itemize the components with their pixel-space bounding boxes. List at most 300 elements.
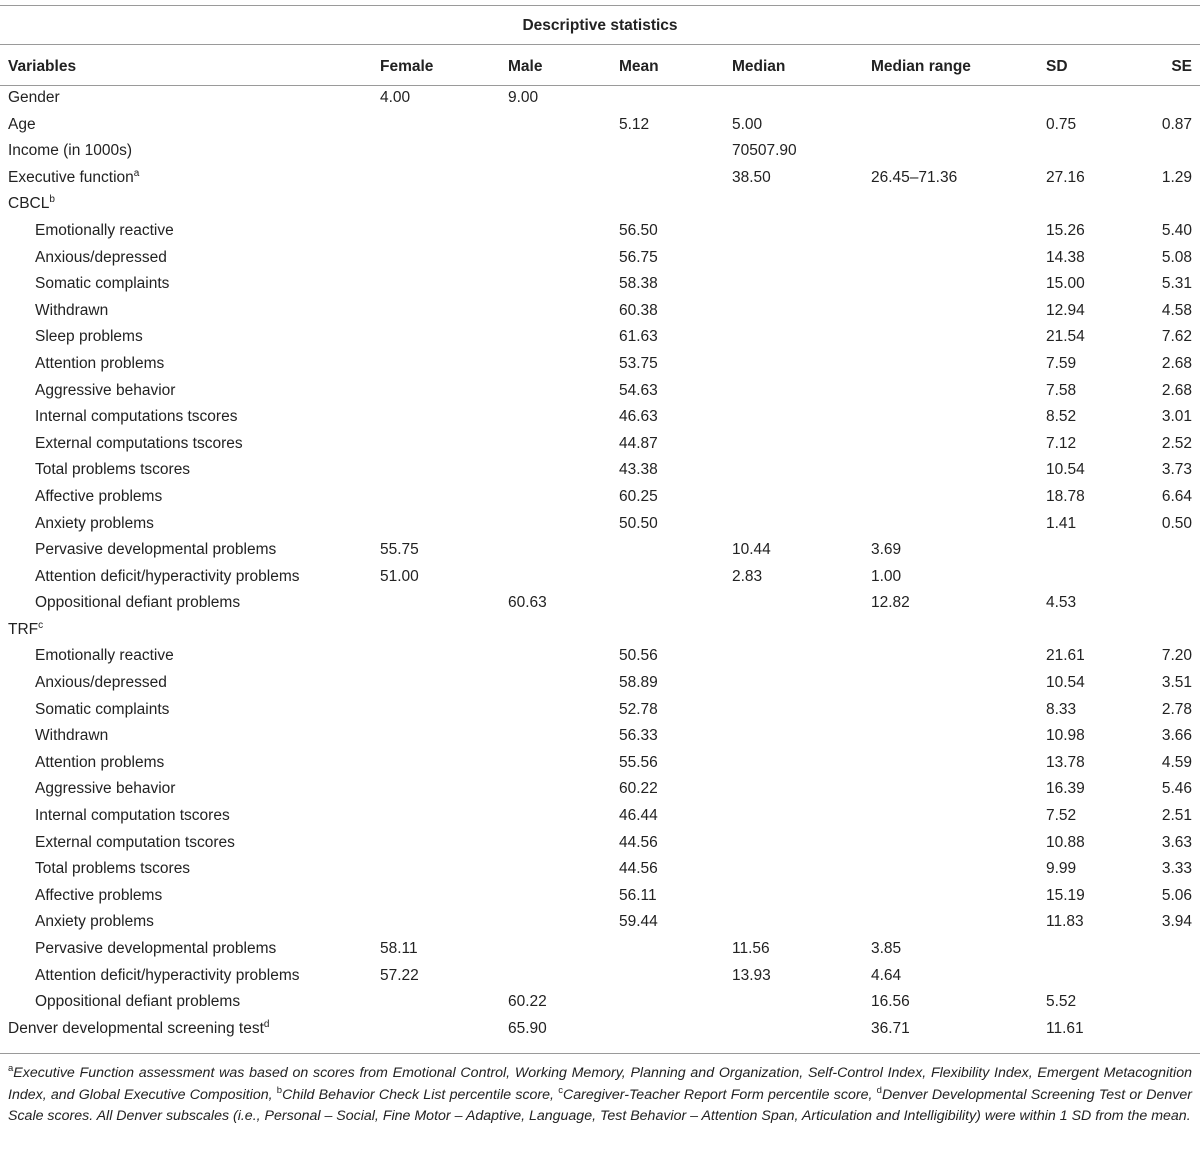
table-cell: 11.61 (1046, 1019, 1084, 1037)
row-label-text: Aggressive behavior (35, 780, 176, 798)
table-row (0, 245, 1200, 272)
table-cell (863, 723, 1038, 750)
table-cell (500, 776, 611, 803)
row-label (0, 617, 372, 644)
caption-rule (0, 44, 1200, 45)
table-cell: 11.83 (1046, 913, 1084, 931)
table-cell: 16.56 (871, 993, 910, 1011)
table-cell (500, 803, 611, 830)
table-cell: 60.63 (508, 594, 547, 612)
table-cell: 18.78 (1046, 487, 1085, 505)
footnote-marker: b (49, 194, 55, 206)
table-cell: 52.78 (619, 700, 658, 718)
statistics-table (0, 52, 1200, 1042)
table-cell (863, 484, 1038, 511)
row-label (0, 909, 372, 936)
table-cell: 58.11 (380, 940, 418, 957)
row-label-text: TRF (8, 620, 39, 638)
table-cell: 4.58 (1161, 301, 1192, 319)
table-cell: 2.68 (1161, 354, 1192, 372)
table-cell: 3.63 (1161, 833, 1192, 851)
table-cell: 27.16 (1046, 168, 1085, 186)
column-header: Female (380, 58, 434, 75)
table-cell (724, 590, 863, 617)
table-cell: 4.64 (871, 966, 902, 984)
table-cell (1140, 989, 1200, 1016)
table-cell: 21.54 (1046, 328, 1085, 346)
table-cell: 44.56 (619, 860, 658, 878)
table-cell (500, 218, 611, 245)
table-cell (611, 537, 724, 564)
table-cell (724, 431, 863, 458)
table-cell: 56.11 (619, 886, 657, 904)
row-label-text: Total problems tscores (35, 461, 191, 479)
row-label (0, 191, 372, 218)
table-cell: 43.38 (619, 461, 658, 479)
table-cell: 12.82 (871, 594, 910, 612)
table-cell (1140, 936, 1200, 963)
table-cell (372, 431, 500, 458)
table-cell (611, 564, 724, 591)
row-label-text: Withdrawn (35, 727, 109, 745)
table-cell (372, 856, 500, 883)
row-label-text: Internal computations tscores (35, 408, 238, 426)
table-cell (500, 378, 611, 405)
table-cell (724, 856, 863, 883)
table-cell: 3.01 (1161, 408, 1192, 426)
table-cell (724, 750, 863, 777)
table-cell: 10.44 (732, 541, 771, 559)
table-cell (1140, 617, 1200, 644)
table-cell: 0.50 (1161, 514, 1192, 532)
footnote-text: Denver Developmental Screening Test or Denver Scale scores. All Denver subscales (i.e., Personal – Social, Fine Motor – Adaptive, Language, Test Behavior – Attention Span, Articulation and Intelligibility) were within 1 SD from the mean. (8, 1086, 1192, 1124)
table-cell (724, 404, 863, 431)
table-cell: 15.00 (1046, 275, 1085, 293)
table-cell (372, 511, 500, 538)
row-label (0, 431, 372, 458)
footnote-marker: c (558, 1084, 563, 1096)
table-cell (863, 431, 1038, 458)
row-label (0, 590, 372, 617)
row-label (0, 750, 372, 777)
table-cell (863, 617, 1038, 644)
table-row (0, 378, 1200, 405)
table-row (0, 883, 1200, 910)
table-row (0, 271, 1200, 298)
footnote-marker: d (876, 1084, 882, 1096)
table-cell (372, 590, 500, 617)
table-cell (863, 697, 1038, 724)
table-cell: 13.93 (732, 966, 771, 984)
table-cell (1140, 138, 1200, 165)
table-cell (611, 936, 724, 963)
table-cell: 5.06 (1161, 886, 1192, 904)
table-cell (500, 484, 611, 511)
bottom-rule (0, 1053, 1200, 1054)
table-cell: 7.12 (1046, 434, 1077, 452)
table-cell (724, 670, 863, 697)
table-cell (724, 1016, 863, 1043)
table-cell: 3.94 (1161, 913, 1192, 931)
table-cell: 0.75 (1046, 115, 1077, 133)
table-cell: 5.52 (1046, 993, 1077, 1011)
table-row (0, 963, 1200, 990)
row-label (0, 298, 372, 325)
table-cell (724, 324, 863, 351)
table-cell: 12.94 (1046, 301, 1085, 319)
table-row (0, 936, 1200, 963)
table-cell: 3.66 (1161, 727, 1192, 745)
table-cell (863, 830, 1038, 857)
table-row (0, 1016, 1200, 1043)
column-header: SE (1171, 58, 1192, 75)
row-label-text: External computations tscores (35, 434, 243, 452)
table-row (0, 431, 1200, 458)
table-cell: 53.75 (619, 354, 658, 372)
table-cell (500, 723, 611, 750)
table-cell (500, 883, 611, 910)
row-label-text: Attention problems (35, 354, 165, 372)
table-cell: 11.56 (732, 940, 770, 957)
row-label (0, 776, 372, 803)
table-cell (863, 138, 1038, 165)
row-label-text: Emotionally reactive (35, 647, 174, 665)
table-cell (372, 457, 500, 484)
table-cell (1038, 191, 1140, 218)
row-label (0, 457, 372, 484)
table-cell (863, 643, 1038, 670)
table-cell (372, 697, 500, 724)
table-cell: 36.71 (871, 1019, 910, 1037)
table-cell (863, 856, 1038, 883)
table-cell: 9.00 (508, 89, 539, 106)
row-label-text: Aggressive behavior (35, 381, 176, 399)
table-body (0, 85, 1200, 1042)
table-cell (372, 803, 500, 830)
table-cell: 14.38 (1046, 248, 1085, 266)
table-cell: 58.89 (619, 674, 658, 692)
table-cell (611, 963, 724, 990)
footnote-text: Caregiver-Teacher Report Form percentile score, (562, 1086, 877, 1103)
row-label (0, 484, 372, 511)
table-cell (724, 617, 863, 644)
table-cell: 2.52 (1161, 434, 1192, 452)
table-row (0, 697, 1200, 724)
row-label-text: Pervasive developmental problems (35, 940, 277, 957)
table-cell (372, 378, 500, 405)
table-cell (500, 856, 611, 883)
table-cell (500, 324, 611, 351)
table-cell (863, 803, 1038, 830)
table-cell (611, 138, 724, 165)
row-label-text: Attention deficit/hyperactivity problems (35, 567, 300, 585)
table-row (0, 404, 1200, 431)
table-cell: 70507.90 (732, 142, 797, 160)
table-cell (372, 883, 500, 910)
table-cell: 60.25 (619, 487, 658, 505)
table-cell (863, 670, 1038, 697)
table-cell: 51.00 (380, 567, 419, 585)
row-label-text: Total problems tscores (35, 860, 191, 878)
table-cell (372, 830, 500, 857)
row-label (0, 138, 372, 165)
table-cell: 2.68 (1161, 381, 1192, 399)
table-cell (1038, 85, 1140, 112)
table-cell (724, 191, 863, 218)
row-label-text: Internal computation tscores (35, 807, 230, 825)
table-cell: 5.40 (1161, 221, 1192, 239)
column-header: Mean (619, 58, 659, 75)
table-cell (500, 112, 611, 139)
table-row (0, 830, 1200, 857)
table-cell (611, 617, 724, 644)
table-row (0, 191, 1200, 218)
table-cell: 10.54 (1046, 674, 1085, 692)
table-cell: 8.33 (1046, 700, 1077, 718)
table-cell: 5.12 (619, 115, 650, 133)
table-cell: 4.59 (1161, 753, 1192, 771)
row-label-text: Oppositional defiant problems (35, 594, 241, 612)
table-cell (611, 191, 724, 218)
row-label (0, 643, 372, 670)
row-label-text: Anxious/depressed (35, 248, 167, 266)
table-cell (372, 404, 500, 431)
table-cell: 56.75 (619, 248, 658, 266)
row-label-text: Affective problems (35, 886, 163, 904)
table-cell (611, 590, 724, 617)
footnote-marker: d (263, 1018, 270, 1030)
row-label (0, 936, 372, 963)
table-cell: 13.78 (1046, 753, 1085, 771)
table-cell (500, 138, 611, 165)
table-cell (1038, 564, 1140, 591)
footnote-marker: c (38, 619, 44, 631)
table-cell: 9.99 (1046, 860, 1077, 878)
row-label-text: Somatic complaints (35, 700, 170, 718)
table-cell (372, 138, 500, 165)
table-row (0, 537, 1200, 564)
table-cell: 44.56 (619, 833, 658, 851)
table-cell (500, 165, 611, 192)
table-cell (611, 165, 724, 192)
table-cell: 7.59 (1046, 354, 1077, 372)
footnote-text: Executive Function assessment was based on scores from Emotional Control, Working Memory, Planning and Organization, Self-Control Index, Flexibility Index, Emergent Metacognition Index, and Global Executive Composition, (8, 1065, 1192, 1103)
table-cell: 10.88 (1046, 833, 1085, 851)
row-label-text: Attention deficit/hyperactivity problems (35, 966, 300, 984)
table-cell (372, 218, 500, 245)
row-label-text: Attention problems (35, 753, 165, 771)
table-row (0, 457, 1200, 484)
table-footnote (8, 1063, 1192, 1128)
table-cell (724, 457, 863, 484)
table-cell: 7.20 (1161, 647, 1192, 665)
table-cell: 2.51 (1161, 807, 1192, 825)
table-cell: 5.00 (732, 115, 763, 133)
table-cell: 6.64 (1161, 487, 1192, 505)
table-cell (863, 324, 1038, 351)
row-label (0, 378, 372, 405)
table-cell: 8.52 (1046, 408, 1077, 426)
row-label (0, 85, 372, 112)
row-label (0, 165, 372, 192)
table-cell (500, 457, 611, 484)
row-label-text: Withdrawn (35, 301, 109, 319)
table-cell: 3.69 (871, 541, 902, 559)
table-cell: 21.61 (1046, 647, 1085, 665)
footnote-marker: b (276, 1084, 283, 1096)
table-cell: 55.75 (380, 541, 419, 559)
table-cell (500, 936, 611, 963)
table-cell (372, 165, 500, 192)
table-cell (724, 830, 863, 857)
table-header (0, 52, 1200, 85)
table-cell (372, 351, 500, 378)
row-label-text: Executive function (8, 168, 134, 186)
table-row (0, 218, 1200, 245)
table-cell (863, 298, 1038, 325)
table-cell (372, 617, 500, 644)
table-cell (724, 643, 863, 670)
table-cell (372, 324, 500, 351)
table-row (0, 298, 1200, 325)
table-cell: 5.08 (1161, 248, 1192, 266)
table-cell (500, 670, 611, 697)
top-rule (0, 5, 1200, 6)
table-row (0, 112, 1200, 139)
table-cell (1140, 537, 1200, 564)
table-cell: 61.63 (619, 328, 658, 346)
table-cell (724, 378, 863, 405)
table-row (0, 590, 1200, 617)
column-header: SD (1046, 58, 1068, 75)
table-cell: 10.54 (1046, 461, 1085, 479)
row-label-text: Income (in 1000s) (8, 142, 133, 160)
table-row (0, 909, 1200, 936)
table-cell (500, 537, 611, 564)
footnote-marker: a (133, 167, 140, 179)
table-cell (500, 404, 611, 431)
table-cell: 50.50 (619, 514, 658, 532)
row-label (0, 245, 372, 272)
table-cell (372, 776, 500, 803)
table-cell: 10.98 (1046, 727, 1085, 745)
table-cell (724, 803, 863, 830)
row-label-text: Anxious/depressed (35, 674, 167, 692)
table-cell: 60.22 (619, 780, 658, 798)
table-cell (724, 909, 863, 936)
table-cell (863, 271, 1038, 298)
row-label (0, 697, 372, 724)
table-cell (863, 191, 1038, 218)
table-cell: 60.22 (508, 993, 547, 1011)
table-cell (372, 909, 500, 936)
table-cell: 54.63 (619, 381, 658, 399)
table-cell: 59.44 (619, 913, 658, 931)
table-cell (500, 511, 611, 538)
table-cell (863, 378, 1038, 405)
table-cell: 1.41 (1046, 514, 1077, 532)
header-rule (0, 85, 1200, 86)
table-cell: 15.26 (1046, 221, 1085, 239)
column-header: Median range (871, 58, 971, 75)
table-cell: 60.38 (619, 301, 658, 319)
row-label (0, 112, 372, 139)
table-row (0, 165, 1200, 192)
table-cell (863, 883, 1038, 910)
table-cell (372, 750, 500, 777)
table-cell (500, 298, 611, 325)
table-cell: 4.00 (380, 89, 411, 106)
table-cell: 5.31 (1161, 275, 1192, 293)
table-cell (500, 830, 611, 857)
table-row (0, 564, 1200, 591)
table-cell (863, 511, 1038, 538)
table-cell (1140, 963, 1200, 990)
table-cell (863, 776, 1038, 803)
table-cell (1140, 85, 1200, 112)
table-cell (372, 271, 500, 298)
table-row (0, 617, 1200, 644)
row-label-text: Denver developmental screening test (8, 1019, 264, 1037)
table-cell: 1.00 (871, 567, 902, 585)
table-cell (724, 697, 863, 724)
table-cell (500, 697, 611, 724)
table-cell (372, 245, 500, 272)
row-label (0, 963, 372, 990)
table-row (0, 776, 1200, 803)
row-label (0, 351, 372, 378)
table-cell: 46.63 (619, 408, 658, 426)
table-cell (500, 351, 611, 378)
table-cell (724, 271, 863, 298)
row-label-text: Gender (8, 89, 60, 106)
table-cell: 4.53 (1046, 594, 1077, 612)
table-row (0, 803, 1200, 830)
table-cell: 26.45–71.36 (871, 168, 958, 186)
table-cell (500, 191, 611, 218)
table-cell (724, 511, 863, 538)
table-cell: 7.52 (1046, 807, 1077, 825)
table-cell: 7.58 (1046, 381, 1077, 399)
table-cell (1038, 138, 1140, 165)
row-label (0, 537, 372, 564)
table-cell (863, 218, 1038, 245)
table-cell: 0.87 (1161, 115, 1192, 133)
row-label (0, 218, 372, 245)
table-row (0, 643, 1200, 670)
table-cell (724, 351, 863, 378)
table-cell: 5.46 (1161, 780, 1192, 798)
table-row (0, 750, 1200, 777)
footnote-text: Child Behavior Check List percentile score, (282, 1086, 559, 1103)
row-label (0, 404, 372, 431)
row-label (0, 989, 372, 1016)
table-cell: 3.33 (1161, 860, 1192, 878)
table-caption: Descriptive statistics (522, 17, 678, 34)
row-label-text: Anxiety problems (35, 913, 154, 931)
table-cell (863, 245, 1038, 272)
table-row (0, 85, 1200, 112)
table-cell (372, 643, 500, 670)
table-cell (372, 298, 500, 325)
table-cell (1038, 537, 1140, 564)
table-cell (372, 484, 500, 511)
table-cell: 56.33 (619, 727, 658, 745)
table-cell (863, 750, 1038, 777)
table-cell: 44.87 (619, 434, 658, 452)
table-cell: 3.85 (871, 940, 902, 957)
header-row (0, 52, 1200, 82)
